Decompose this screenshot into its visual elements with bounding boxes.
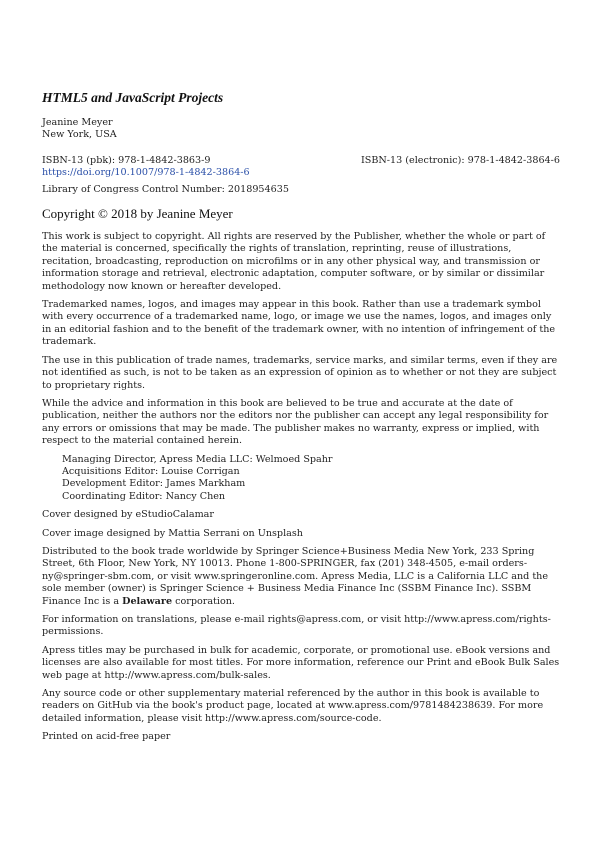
isbn-pbk: ISBN-13 (pbk): 978-1-4842-3863-9	[42, 154, 211, 166]
trademark-paragraph: Trademarked names, logos, and images may appear in this book. Rather than use a trademark symbol with every occurrence of a trademarked name, logo, or image we use the names, logos, and images only in an editorial fashion and to the benefit of the trademark owner, with no intention of infringement of the trademark.	[42, 299, 556, 348]
copyright-notice: Copyright © 2018 by Jeanine Meyer	[42, 206, 233, 222]
credits-block	[62, 454, 560, 504]
doi-link[interactable]: https://doi.org/10.1007/978-1-4842-3864-6	[42, 167, 250, 179]
cover-design-credit: Cover designed by eStudioCalamar	[42, 509, 214, 521]
translations-paragraph: For information on translations, please e-mail rights@apress.com, or visit http://www.apress.com/rights-permissions.	[42, 614, 551, 638]
distribution-text: Distributed to the book trade worldwide by Springer Science+Business Media New York, 233 Spring Street, 6th Floor, New York, NY 10013. Phone 1-800-SPRINGER, fax (201) 348-4505, e-mail orders-ny@springer-sbm.com, or visit www.springeronline.com. Apress Media, LLC is a California LLC and the sole member (owner) is Springer Science + Business Media Finance Inc (SSBM Finance Inc). SSBM Finance Inc is a	[42, 545, 549, 607]
managing-director: Managing Director, Apress Media LLC: Welmoed Spahr	[62, 453, 333, 465]
copyright-page	[42, 90, 560, 750]
isbn-block	[42, 155, 560, 180]
printed-on-note: Printed on acid-free paper	[42, 731, 171, 743]
author-location: New York, USA	[42, 129, 117, 141]
isbn-electronic: ISBN-13 (electronic): 978-1-4842-3864-6	[360, 154, 560, 166]
isbn-row	[42, 155, 560, 167]
source-code-paragraph: Any source code or other supplementary material referenced by the author in this book is available to readers on GitHub via the book's product page, located at www.apress.com/9781484238639. For more detailed information, please visit http://www.apress.com/source-code.	[42, 688, 544, 724]
development-editor: Development Editor: James Markham	[62, 478, 246, 490]
acquisitions-editor: Acquisitions Editor: Louise Corrigan	[62, 465, 240, 477]
disclaimer-paragraph: While the advice and information in this book are believed to be true and accurate at the date of publication, neither the authors nor the editors nor the publisher can accept any legal responsibility for any errors or omissions that may be made. The publisher makes no warranty, express or implied, with respect to the material contained herein.	[42, 397, 549, 447]
distribution-tail: corporation.	[172, 595, 235, 607]
cover-image-credit: Cover image designed by Mattia Serrani on Unsplash	[42, 527, 303, 539]
rights-paragraph: This work is subject to copyright. All rights are reserved by the Publisher, whether the whole or part of the material is concerned, specifically the rights of translation, reprinting, reuse of illustrations, recitation, broadcasting, reproduction on microfilms or in any other physical way, and transmission or information storage and retrieval, electronic adaptation, computer software, or by similar or dissimilar methodology now known or hereafter developed.	[42, 231, 546, 292]
trade-names-paragraph: The use in this publication of trade names, trademarks, service marks, and similar terms, even if they are not identified as such, is not to be taken as an expression of opinion as to whether or not they are subject to proprietary rights.	[42, 354, 558, 391]
lccn: Library of Congress Control Number: 2018954635	[42, 183, 289, 195]
distribution-bold-word: Delaware	[122, 595, 173, 607]
book-title: HTML5 and JavaScript Projects	[42, 90, 224, 105]
distribution-paragraph	[42, 546, 560, 608]
coordinating-editor: Coordinating Editor: Nancy Chen	[62, 490, 226, 502]
author-name: Jeanine Meyer	[42, 117, 113, 128]
author-block	[42, 117, 560, 142]
bulk-sales-paragraph: Apress titles may be purchased in bulk for academic, corporate, or promotional use. eBook versions and licenses are also available for most titles. For more information, reference our Print and eBook Bulk Sales web page at http://www.apress.com/bulk-sales.	[42, 644, 560, 681]
